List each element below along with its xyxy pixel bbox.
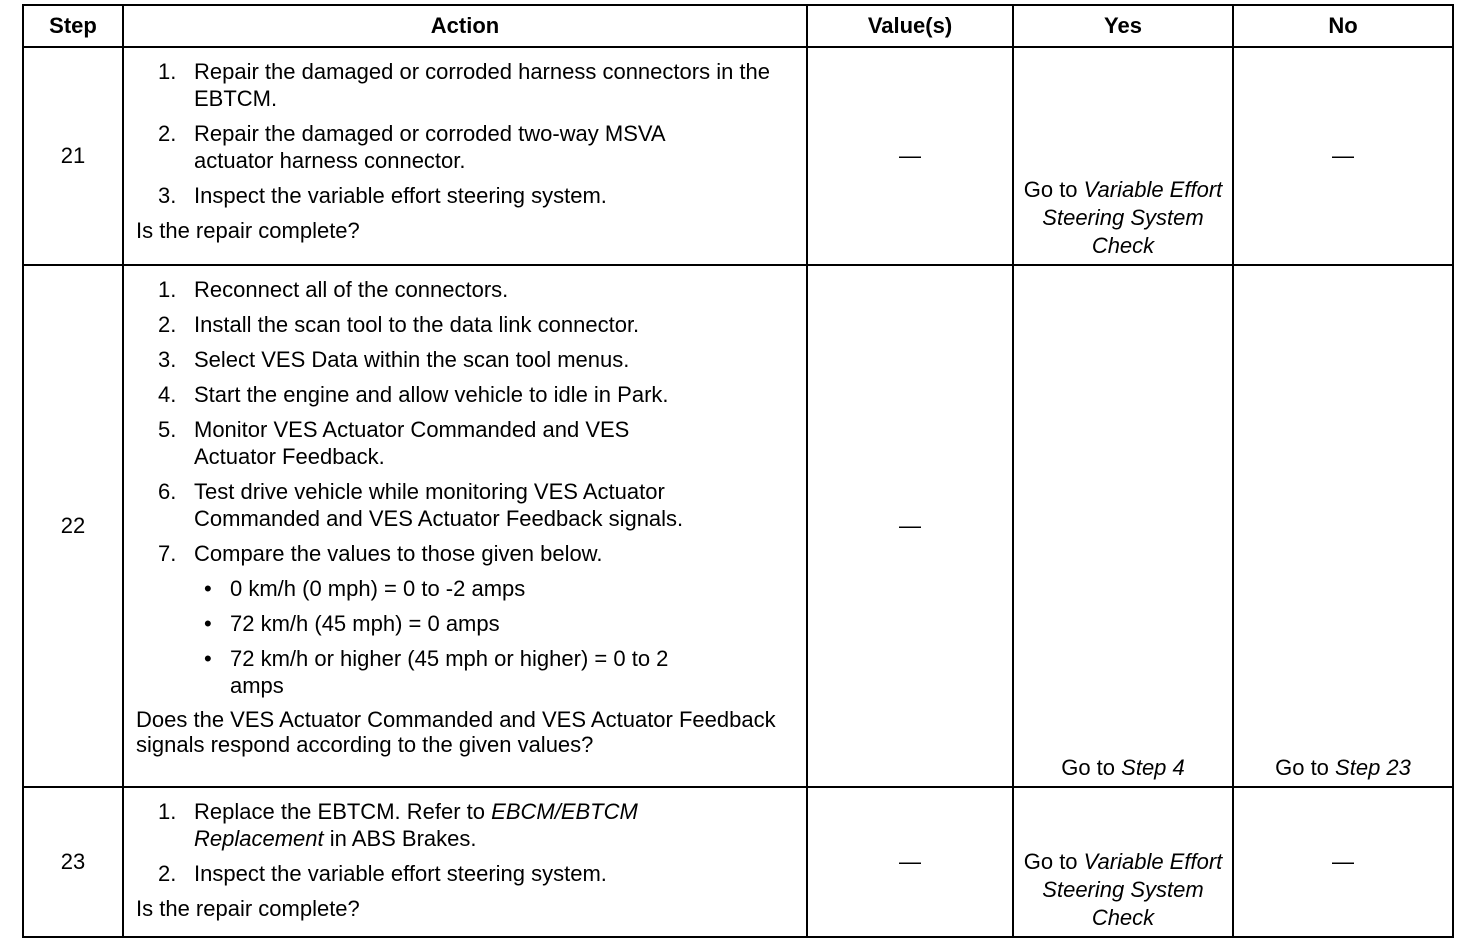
bullet-text: 72 km/h or higher (45 mph or higher) = 0 to 2 amps	[230, 646, 669, 698]
header-yes: Yes	[1013, 5, 1233, 47]
yes-prefix: Go to	[1061, 755, 1116, 780]
list-item	[136, 860, 792, 887]
item-number: 2.	[158, 312, 177, 337]
table-row-step-21	[23, 47, 1453, 265]
item-text: Repair the damaged or corroded harness connectors in the EBTCM.	[194, 59, 771, 111]
ebcm-replacement-link[interactable]: EBCM/EBTCM Replacement	[194, 799, 638, 851]
question-text: Does the VES Actuator Commanded and VES Actuator Feedback signals respond according to the given values?	[136, 707, 776, 757]
bullet-icon: •	[204, 611, 212, 636]
item-text: Select VES Data within the scan tool menus.	[194, 347, 630, 372]
yes-cell	[1013, 265, 1233, 787]
item-number: 3.	[158, 183, 177, 208]
step-number: 23	[23, 787, 123, 937]
value-cell: —	[807, 47, 1013, 265]
question-text: Is the repair complete?	[136, 896, 360, 921]
item-text: Start the engine and allow vehicle to idle in Park.	[194, 382, 669, 407]
no-cell	[1233, 265, 1453, 787]
item-text	[194, 798, 694, 852]
item-number: 3.	[158, 347, 177, 372]
yes-prefix: Go to	[1023, 177, 1078, 202]
item-text: Compare the values to those given below.	[194, 541, 603, 566]
item-number: 4.	[158, 382, 177, 407]
no-prefix: Go to	[1275, 755, 1329, 780]
item-text: Install the scan tool to the data link connector.	[194, 312, 640, 337]
header-step: Step	[23, 5, 123, 47]
value-bullet-list	[194, 575, 792, 699]
list-item	[136, 58, 792, 112]
yes-link-step-4[interactable]: Step 4	[1121, 755, 1185, 780]
item-number: 1.	[158, 277, 177, 302]
yes-link-variable-effort-steering-system-check[interactable]: Variable Effort Steering System Check	[1042, 177, 1223, 258]
item-number: 1.	[158, 59, 177, 84]
action-list	[136, 798, 792, 887]
item-text: Inspect the variable effort steering system.	[194, 183, 607, 208]
step-number: 22	[23, 265, 123, 787]
header-row	[23, 5, 1453, 47]
item-text-post: in ABS Brakes.	[329, 826, 477, 851]
no-cell: —	[1233, 47, 1453, 265]
bullet-text: 0 km/h (0 mph) = 0 to -2 amps	[230, 576, 526, 601]
yes-link-variable-effort-steering-system-check[interactable]: Variable Effort Steering System Check	[1042, 849, 1223, 930]
header-action: Action	[123, 5, 807, 47]
no-link-step-23[interactable]: Step 23	[1335, 755, 1411, 780]
step-number: 21	[23, 47, 123, 265]
yes-cell	[1013, 787, 1233, 937]
item-text: Reconnect all of the connectors.	[194, 277, 509, 302]
item-number: 2.	[158, 121, 177, 146]
table-row-step-23	[23, 787, 1453, 937]
item-number: 2.	[158, 861, 177, 886]
action-list	[136, 58, 792, 209]
bullet-text: 72 km/h (45 mph) = 0 amps	[230, 611, 500, 636]
list-item	[136, 416, 792, 470]
list-item	[136, 182, 792, 209]
item-text-pre: Replace the EBTCM. Refer to	[194, 799, 486, 824]
item-number: 1.	[158, 799, 177, 824]
yes-prefix: Go to	[1023, 849, 1078, 874]
list-item	[136, 478, 792, 532]
bullet-icon: •	[204, 576, 212, 601]
action-cell	[123, 265, 807, 787]
list-item	[136, 311, 792, 338]
item-number: 7.	[158, 541, 177, 566]
list-item	[136, 540, 792, 699]
list-item	[136, 798, 792, 852]
value-cell: —	[807, 265, 1013, 787]
item-number: 6.	[158, 479, 177, 504]
diagnostic-table	[22, 4, 1454, 938]
yes-cell	[1013, 47, 1233, 265]
item-text: Test drive vehicle while monitoring VES Actuator Commanded and VES Actuator Feedback signals.	[194, 479, 684, 531]
action-cell	[123, 47, 807, 265]
action-cell	[123, 787, 807, 937]
action-list	[136, 276, 792, 699]
item-number: 5.	[158, 417, 177, 442]
bullet-item	[194, 575, 792, 602]
item-text: Repair the damaged or corroded two-way MSVA actuator harness connector.	[194, 121, 665, 173]
no-cell: —	[1233, 787, 1453, 937]
list-item	[136, 346, 792, 373]
list-item	[136, 276, 792, 303]
item-text: Inspect the variable effort steering system.	[194, 861, 607, 886]
bullet-icon: •	[204, 646, 212, 671]
header-no: No	[1233, 5, 1453, 47]
table-row-step-22	[23, 265, 1453, 787]
bullet-item	[194, 610, 792, 637]
list-item	[136, 120, 792, 174]
value-cell: —	[807, 787, 1013, 937]
item-text: Monitor VES Actuator Commanded and VES Actuator Feedback.	[194, 417, 630, 469]
bullet-item	[194, 645, 792, 699]
header-values: Value(s)	[807, 5, 1013, 47]
question-text: Is the repair complete?	[136, 218, 360, 243]
list-item	[136, 381, 792, 408]
